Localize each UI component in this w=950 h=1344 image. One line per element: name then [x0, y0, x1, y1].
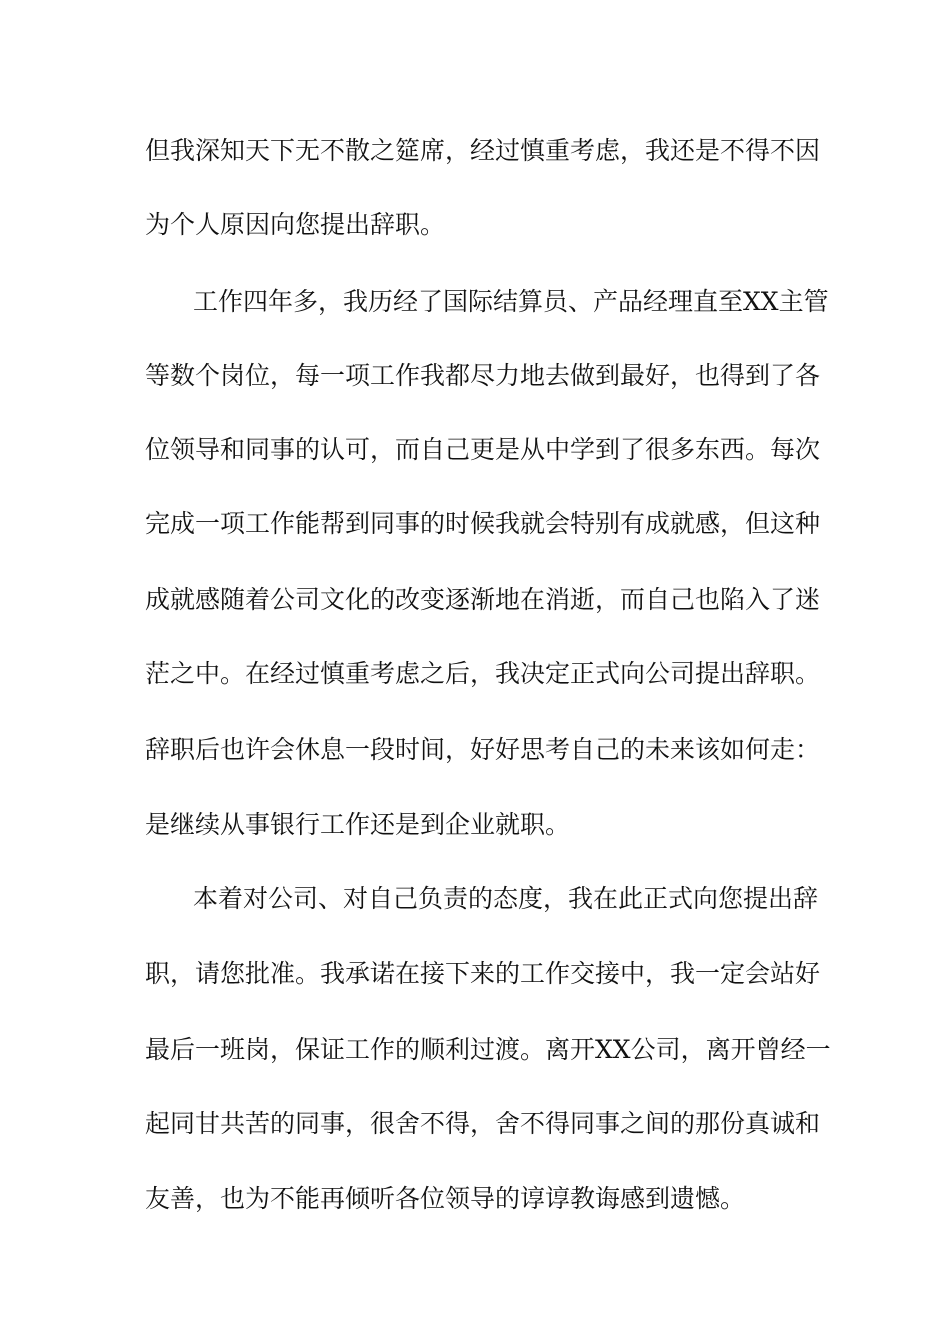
- text-line: 最后一班岗，保证工作的顺利过渡。离开XX公司，离开曾经一: [145, 1035, 831, 1064]
- paragraph-start-line: 工作四年多，我历经了国际结算员、产品经理直至XX主管: [193, 287, 829, 316]
- text-line: 友善，也为不能再倾听各位领导的谆谆教诲感到遗憾。: [145, 1184, 746, 1213]
- text-line: 起同甘共苦的同事，很舍不得，舍不得同事之间的那份真诚和: [145, 1109, 821, 1138]
- text-line: 为个人原因向您提出辞职。: [145, 210, 446, 239]
- text-line: 成就感随着公司文化的改变逐渐地在消逝，而自己也陷入了迷: [145, 585, 821, 614]
- text-line: 职，请您批准。我承诺在接下来的工作交接中，我一定会站好: [145, 959, 821, 988]
- text-line: 是继续从事银行工作还是到企业就职。: [145, 810, 571, 839]
- text-line: 辞职后也许会休息一段时间，好好思考自己的未来该如何走：: [145, 735, 821, 764]
- text-line: 完成一项工作能帮到同事的时候我就会特别有成就感，但这种: [145, 509, 821, 538]
- text-line: 位领导和同事的认可，而自己更是从中学到了很多东西。每次: [145, 435, 821, 464]
- text-line: 茫之中。在经过慎重考虑之后，我决定正式向公司提出辞职。: [145, 659, 821, 688]
- text-line: 等数个岗位，每一项工作我都尽力地去做到最好，也得到了各: [145, 361, 821, 390]
- text-line: 但我深知天下无不散之筵席，经过慎重考虑，我还是不得不因: [145, 136, 821, 165]
- paragraph-start-line: 本着对公司、对自己负责的态度，我在此正式向您提出辞: [193, 884, 819, 913]
